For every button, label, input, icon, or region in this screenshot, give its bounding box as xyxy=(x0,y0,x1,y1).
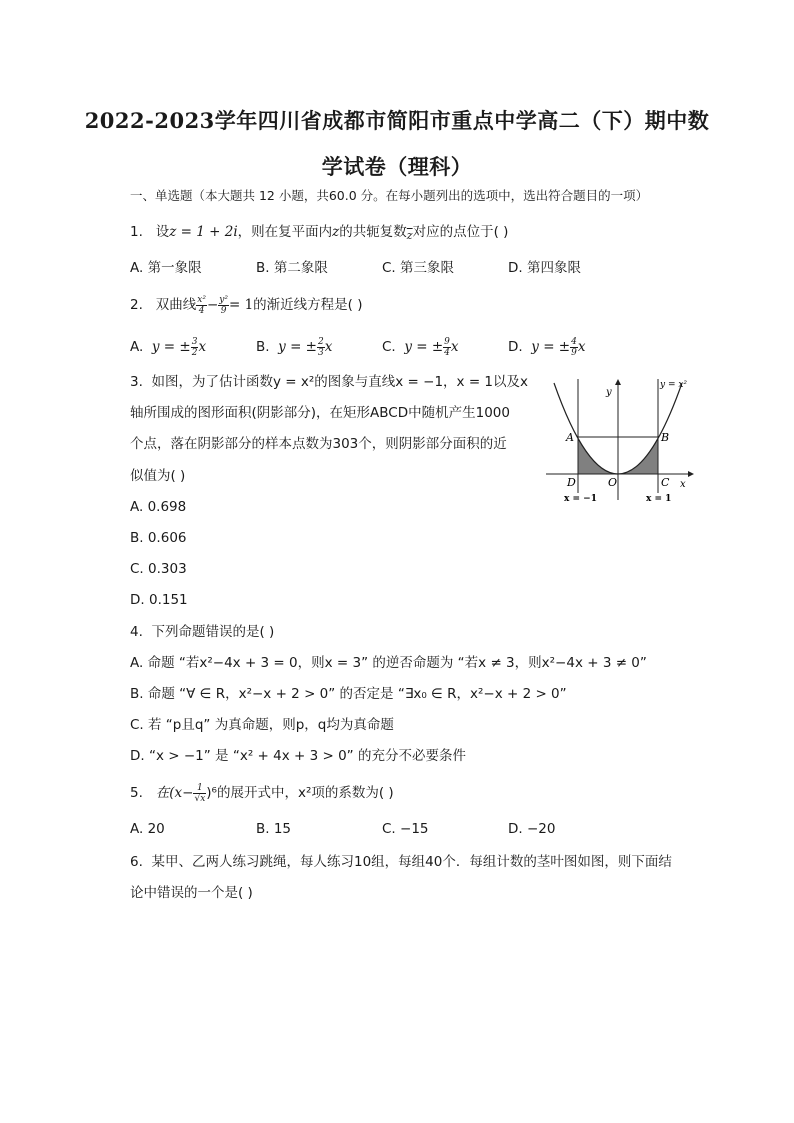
question-1-stem: 1. 设z = 1 + 2i，则在复平面内z的共轭复数$_{\overline{z}}$对应的点位于( ) xyxy=(130,224,509,242)
question-number: 5. xyxy=(130,785,143,801)
point-d-label: D xyxy=(567,476,576,489)
y-axis-label: y xyxy=(606,387,612,398)
title-line-2: 学试卷（理科） xyxy=(321,154,473,179)
parabola-diagram xyxy=(540,375,700,505)
option-b[interactable]: B. 15 xyxy=(256,821,292,837)
question-number: 4. xyxy=(130,624,143,640)
option-d[interactable]: D. 第四象限 xyxy=(508,260,581,276)
question-number: 6. xyxy=(130,854,143,870)
option-b[interactable]: B. 命题 “∀ ∈ R，x²−x + 2 > 0” 的否定是 “∃x₀ ∈ R，x²−x + 2 > 0” xyxy=(130,686,567,702)
question-5-stem: 5. 在(x− $\frac{1}{√x}$ )⁶的展开式中，x²项的系数为( ) xyxy=(130,782,394,804)
question-2-options xyxy=(130,334,690,360)
question-3-line-1: 3. 如图，为了估计函数y = x²的图象与直线x = −1，x = 1以及x xyxy=(130,374,529,390)
right-line-label: x = 1 xyxy=(646,494,672,504)
fraction: $\frac{\text{y²}}{9}$ xyxy=(219,294,228,316)
section-header: 一、单选题（本大题共 12 小题，共60.0 分。在每小题列出的选项中，选出符合题目的一项） xyxy=(130,188,649,203)
point-b-label: B xyxy=(661,431,670,444)
left-line-label: x = −1 xyxy=(564,494,597,504)
origin-label: O xyxy=(608,476,618,489)
question-6-line-1: 6. 某甲、乙两人练习跳绳，每人练习10组，每组40个．每组计数的茎叶图如图，则下面结 xyxy=(130,854,672,870)
option-a[interactable]: A. 第一象限 xyxy=(130,260,202,276)
fraction: $\frac{\text{x²}}{4}$ xyxy=(197,294,206,316)
option-d[interactable]: D. 0.151 xyxy=(130,592,188,608)
option-c[interactable]: C. y = ± $\frac{9}{4}$ x xyxy=(382,336,459,358)
question-1-options xyxy=(130,258,690,278)
option-c[interactable]: C. −15 xyxy=(382,821,429,837)
question-number: 1. xyxy=(130,224,143,240)
curve-label: y = x² xyxy=(660,380,688,390)
option-a[interactable]: A. 0.698 xyxy=(130,499,187,515)
point-c-label: C xyxy=(661,476,670,489)
title-line-1: 2022-2023学年四川省成都市简阳市重点中学高二（下）期中数 xyxy=(84,108,710,133)
exam-title xyxy=(60,98,734,190)
option-b[interactable]: B. 0.606 xyxy=(130,530,187,546)
question-4-stem: 4. 下列命题错误的是( ) xyxy=(130,624,275,640)
option-c[interactable]: C. 若 “p且q” 为真命题，则p，q均为真命题 xyxy=(130,717,394,733)
option-d[interactable]: D. “x > −1” 是 “x² + 4x + 3 > 0” 的充分不必要条件 xyxy=(130,748,466,764)
option-a[interactable]: A. 命题 “若x²−4x + 3 = 0，则x = 3” 的逆否命题为 “若x ≠ 3，则x²−4x + 3 ≠ 0” xyxy=(130,655,647,671)
question-number: 3. xyxy=(130,374,143,390)
option-b[interactable]: B. y = ± $\frac{2}{3}$ x xyxy=(256,336,333,358)
point-a-label: A xyxy=(566,431,574,444)
option-a[interactable]: A. y = ± $\frac{3}{2}$ x xyxy=(130,336,207,358)
x-axis-label: x xyxy=(680,479,686,490)
option-a[interactable]: A. 20 xyxy=(130,821,165,837)
option-b[interactable]: B. 第二象限 xyxy=(256,260,328,276)
option-d[interactable]: D. −20 xyxy=(508,821,556,837)
question-6-line-2: 论中错误的一个是( ) xyxy=(130,885,253,901)
question-3-line-2: 轴所围成的图形面积(阴影部分)，在矩形ABCD中随机产生1000 xyxy=(130,405,510,421)
option-c[interactable]: C. 第三象限 xyxy=(382,260,455,276)
fraction: $\frac{1}{√x}$ xyxy=(194,782,206,804)
question-3-line-3: 个点，落在阴影部分的样本点数为303个，则阴影部分面积的近 xyxy=(130,436,507,452)
question-2-stem: 2. 双曲线 $\frac{\text{x²}}{4}$ − $\frac{\text{y²}}{9}$ = 1的渐近线方程是( ) xyxy=(130,294,363,316)
question-5-options xyxy=(130,819,690,839)
option-c[interactable]: C. 0.303 xyxy=(130,561,187,577)
question-3-line-4: 似值为( ) xyxy=(130,468,186,484)
question-number: 2. xyxy=(130,297,143,313)
option-d[interactable]: D. y = ± $\frac{4}{9}$ x xyxy=(508,336,586,358)
parabola-figure xyxy=(540,375,700,509)
